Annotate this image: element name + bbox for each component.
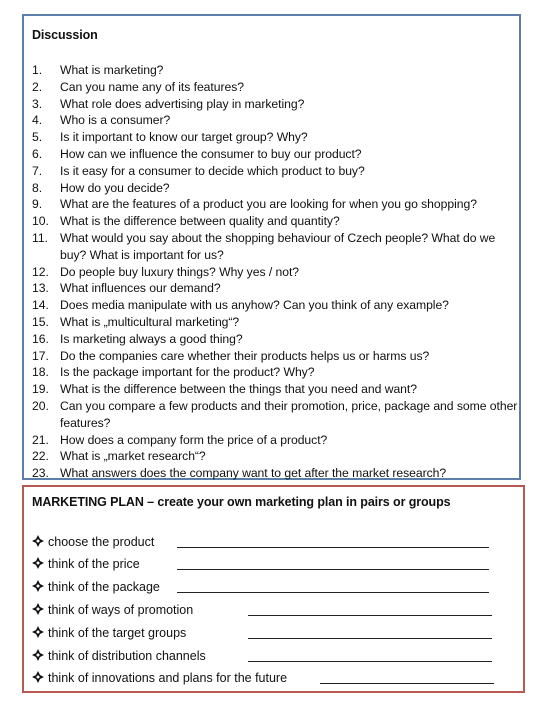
question-text: How can we influence the consumer to buy our product? [60,146,362,161]
diamond-bullet-icon [32,580,44,592]
question-text: What are the features of a product you are looking for when you go shopping? [60,197,477,212]
question-number: 10. [32,214,49,229]
question-text: Do people buy luxury things? Why yes / not? [60,264,300,279]
question-text: Can you name any of its features? [60,79,244,94]
plan-item-label: think of the price [48,557,140,571]
answer-line[interactable] [177,547,489,548]
answer-line[interactable] [248,615,492,616]
diamond-bullet-icon [32,671,44,683]
plan-item-label: think of innovations and plans for the future [48,671,288,685]
plan-item-product [32,531,154,549]
question-number: 19. [32,382,49,397]
question-number: 17. [32,348,49,363]
question-text: What would you say about the shopping behaviour of Czech people? What do we buy? What is important for us? [60,230,496,262]
question-number: 23. [32,466,49,481]
list-item [32,348,520,365]
plan-item-target-groups [32,622,186,640]
list-item [32,129,520,146]
plan-item-label: think of distribution channels [48,649,206,663]
question-list [32,62,520,482]
list-item [32,331,520,348]
question-number: 14. [32,298,49,313]
question-text: Does media manipulate with us anyhow? Can you think of any example? [60,298,449,313]
list-item [32,280,520,297]
question-number: 15. [32,314,49,329]
question-text: Is it easy for a consumer to decide which product to buy? [60,163,365,178]
question-text: Is the package important for the product? Why? [60,365,315,380]
list-item [32,180,520,197]
question-text: Is it important to know our target group? Why? [60,130,308,145]
list-item [32,112,520,129]
plan-item-distribution [32,645,206,663]
diamond-bullet-icon [32,603,44,615]
plan-item-label: think of the package [48,580,160,594]
plan-item-label: think of the target groups [48,626,187,640]
question-number: 11. [32,230,48,245]
question-number: 21. [32,432,49,447]
list-item [32,264,520,281]
list-item [32,314,520,331]
question-number: 18. [32,365,49,380]
list-item [32,96,520,113]
question-text: What is the difference between the things that you need and want? [60,382,417,397]
list-item [32,381,520,398]
list-item [32,448,520,465]
question-number: 4. [32,113,43,128]
list-item [32,79,520,96]
marketing-plan-title: MARKETING PLAN – create your own marketing plan in pairs or groups [32,495,451,509]
list-item [32,163,520,180]
discussion-title: Discussion [32,28,98,42]
list-item [32,146,520,163]
question-text: Who is a consumer? [60,113,171,128]
question-number: 20. [32,398,49,413]
question-text: What is the difference between quality and quantity? [60,214,340,229]
list-item [32,432,520,449]
diamond-bullet-icon [32,557,44,569]
question-text: What is „multicultural marketing“? [60,314,240,329]
diamond-bullet-icon [32,649,44,661]
plan-item-promotion [32,599,193,617]
question-number: 22. [32,449,49,464]
question-number: 12. [32,264,49,279]
marketing-plan-box [22,485,525,693]
diamond-bullet-icon [32,535,44,547]
list-item [32,465,520,482]
plan-item-price [32,553,140,571]
list-item [32,213,520,230]
answer-line[interactable] [248,638,492,639]
question-number: 7. [32,163,43,178]
answer-line[interactable] [177,592,489,593]
question-text: Do the companies care whether their products helps us or harms us? [60,348,430,363]
question-number: 2. [32,79,43,94]
question-text: How do you decide? [60,180,170,195]
question-number: 6. [32,146,43,161]
question-text: What role does advertising play in marketing? [60,96,305,111]
plan-item-label: choose the product [48,535,155,549]
question-text: What is „market research“? [60,449,206,464]
answer-line[interactable] [177,569,489,570]
question-text: Is marketing always a good thing? [60,331,243,346]
list-item [32,364,520,381]
question-text: Can you compare a few products and their promotion, price, package and some other features? [60,398,518,430]
question-number: 1. [32,63,43,77]
answer-line[interactable] [320,683,494,684]
list-item [32,297,520,314]
plan-item-label: think of ways of promotion [48,603,194,617]
question-text: What is marketing? [60,63,164,77]
list-item [32,398,520,432]
list-item [32,62,520,79]
question-number: 13. [32,281,49,296]
answer-line[interactable] [248,661,492,662]
question-number: 9. [32,197,43,212]
plan-item-innovations [32,667,287,685]
question-number: 16. [32,331,49,346]
question-text: How does a company form the price of a product? [60,432,328,447]
question-number: 3. [32,96,43,111]
list-item [32,196,520,213]
list-item [32,230,520,264]
diamond-bullet-icon [32,626,44,638]
question-text: What answers does the company want to get after the market research? [60,466,447,481]
plan-item-package [32,576,160,594]
question-number: 8. [32,180,43,195]
question-number: 5. [32,130,43,145]
discussion-box [22,14,521,480]
question-text: What influences our demand? [60,281,221,296]
